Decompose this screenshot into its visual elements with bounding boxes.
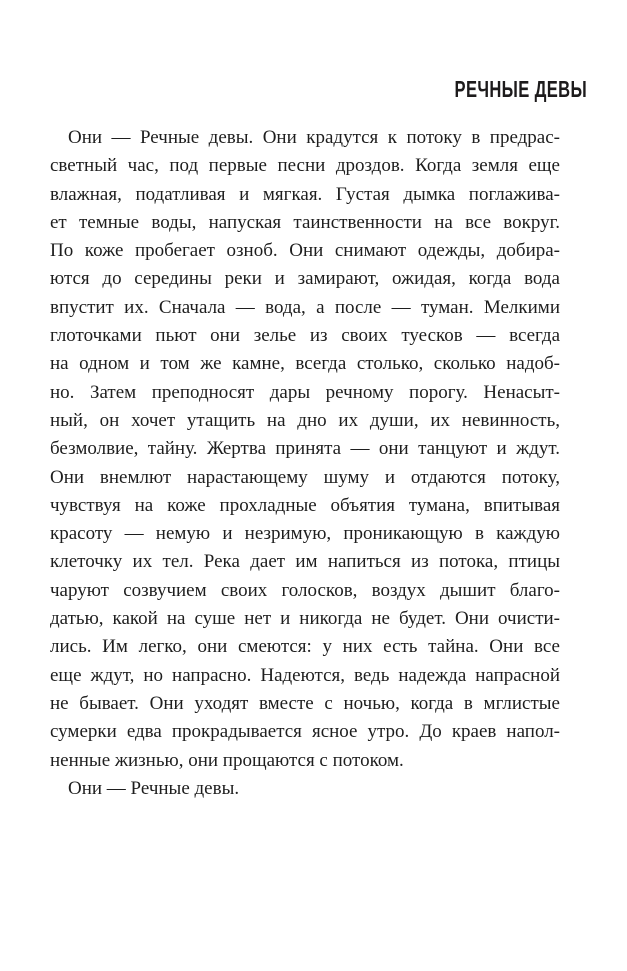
text-line: красоту — немую и незримую, проникающую в каждую [50, 523, 560, 545]
text-line: глоточками пьют они зелье из своих туесков — всегда [50, 325, 560, 347]
chapter-title: РЕЧНЫЕ ДЕВЫ [454, 76, 587, 102]
text-line: еще ждут, но напрасно. Надеются, ведь надежда напрасной [50, 664, 560, 686]
text-line: чувствуя на коже прохладные объятия тумана, впитывая [50, 494, 560, 516]
text-line: Они внемлют нарастающему шуму и отдаются потоку, [50, 466, 560, 488]
text-line: клеточку их тел. Река дает им напиться из потока, птицы [50, 551, 560, 573]
text-line: влажная, податливая и мягкая. Густая дымка поглажива- [50, 183, 560, 205]
text-line: ет темные воды, напуская таинственности на все вокруг. [50, 211, 560, 233]
text-line: светный час, под первые песни дроздов. Когда земля еще [50, 155, 560, 177]
text-line: впустит их. Сначала — вода, а после — туман. Мелкими [50, 296, 560, 318]
text-line: ются до середины реки и замирают, ожидая, когда вода [50, 268, 560, 290]
text-line: Они — Речные девы. [68, 777, 240, 799]
text-line: По коже пробегает озноб. Они снимают одежды, добира- [50, 240, 560, 262]
text-line: чаруют созвучием своих голосков, воздух дышит благо- [50, 579, 560, 601]
body-text [50, 124, 560, 803]
text-line: на одном и том же камне, всегда столько, сколько надоб- [50, 353, 560, 375]
text-line: не бывает. Они уходят вместе с ночью, когда в мглистые [50, 692, 560, 714]
text-line: лись. Им легко, они смеются: у них есть тайна. Они все [50, 636, 560, 658]
text-line: ный, он хочет утащить на дно их души, их невинность, [50, 409, 560, 431]
text-line: Они — Речные девы. Они крадутся к потоку в предрас- [68, 127, 560, 148]
text-line: безмолвие, тайну. Жертва принята — они танцуют и ждут. [50, 438, 560, 460]
text-line: сумерки едва прокрадывается ясное утро. До краев напол- [50, 721, 560, 743]
running-head-container [403, 76, 587, 102]
text-line: датью, какой на суше нет и никогда не будет. Они очисти- [50, 608, 560, 630]
text-line: ненные жизнью, они прощаются с потоком. [50, 749, 404, 771]
text-line: но. Затем преподносят дары речному порогу. Ненасыт- [50, 381, 560, 403]
